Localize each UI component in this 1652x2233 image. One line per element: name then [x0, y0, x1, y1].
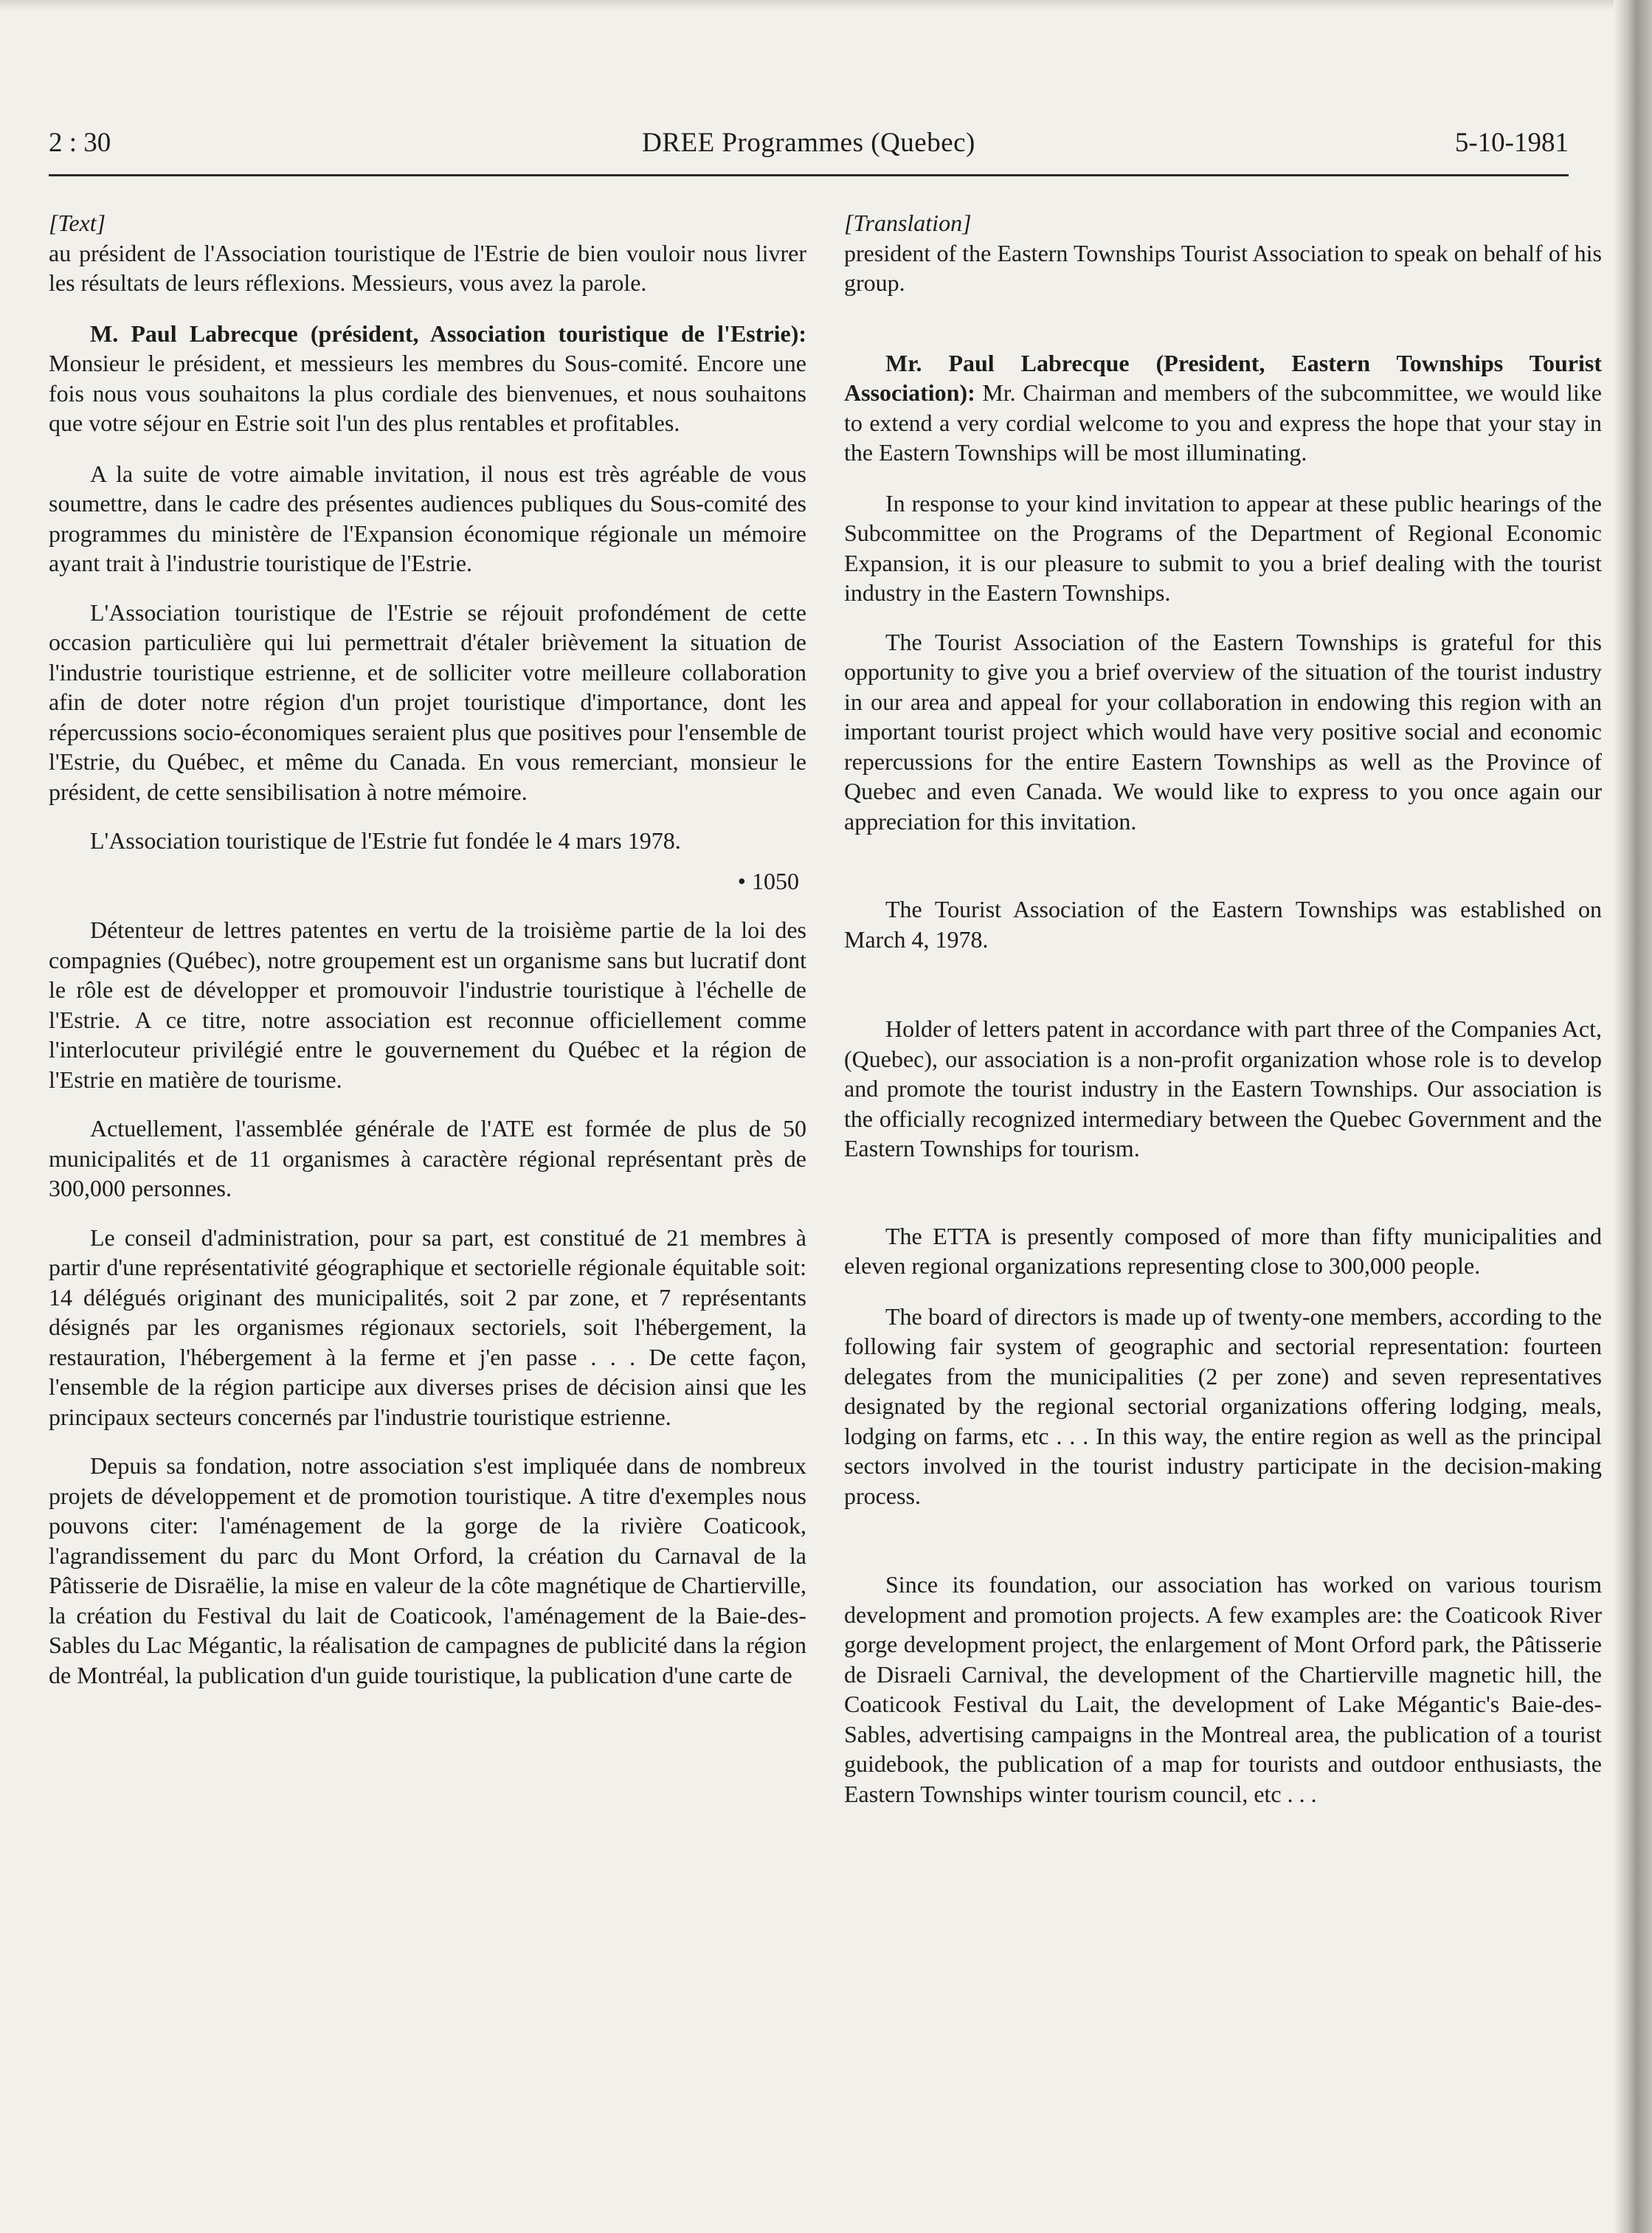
paragraph: A la suite de votre aimable invitation, il nous est très agréable de vous soumettre, dans le cadre des présentes audiences publiques du Sous-comité des programmes du ministère de l'Expansion économique régionale un mémoire ayant trait à l'industrie touristique de l'Estrie.	[49, 460, 806, 576]
translation-label: [Translation]	[844, 210, 972, 236]
paragraph: Holder of letters patent in accordance with part three of the Companies Act, (Quebec), our association is a non-profit organization whose role is to develop and promote the tourist industry in the Eastern Townships. Our association is the officially recognized intermediary between the Quebec Government and the Eastern Townships for tourism.	[844, 1015, 1602, 1162]
speaker-paragraph	[49, 319, 806, 438]
speaker-name: M. Paul Labrecque (président, Association touristique de l'Estrie):	[90, 320, 806, 347]
page-binding-edge	[1614, 0, 1652, 2233]
paragraph: Détenteur de lettres patentes en vertu de la troisième partie de la loi des compagnies (Québec), notre groupement est un organisme sans but lucratif dont le rôle est de développer et promouvoir l'industrie touristique à l'échelle de l'Estrie. A ce titre, notre association est reconnue officiellement comme l'interlocuteur privilégié entre le gouvernement du Québec et la région de l'Estrie en matière de tourisme.	[49, 917, 806, 1093]
running-title: DREE Programmes (Quebec)	[642, 128, 975, 158]
page-top-edge	[0, 0, 1652, 10]
english-column	[844, 208, 1602, 1809]
header-rule	[49, 174, 1569, 176]
paragraph: The Tourist Association of the Eastern Townships is grateful for this opportunity to give you a brief overview of the situation of the tourist industry in our area and appeal for your collaboration in endowing this region with an important tourist project which would have very positive social and economic repercussions for the entire Eastern Townships as well as the Province of Quebec and even Canada. We would like to express to you once again our appreciation for this invitation.	[844, 628, 1602, 835]
paragraph: au président de l'Association touristique de l'Estrie de bien vouloir nous livrer les résultats de leurs réflexions. Messieurs, vous avez la parole.	[49, 239, 806, 296]
speaker-text: Monsieur le président, et messieurs les membres du Sous-comité. Encore une fois nous vous souhaitons la plus cordiale des bienvenues, et nous souhaitons que votre séjour en Estrie soit l'un des plus rentables et profitables.	[49, 350, 806, 436]
paragraph: Le conseil d'administration, pour sa part, est constitué de 21 membres à partir d'une représentativité géographique et sectorielle régionale équitable soit: 14 délégués originant des municipalités, soit 2 par zone, et 7 représentants désignés par les organismes régionaux sectoriels, soit l'hébergement, la restauration, l'hébergement à la ferme et j'en passe . . . De cette façon, l'ensemble de la région participe aux diverses prises de décision ainsi que les principaux secteurs concernés par l'industrie touristique estrienne.	[49, 1224, 806, 1430]
paragraph: The Tourist Association of the Eastern Townships was established on March 4, 1978.	[844, 896, 1602, 953]
running-header	[49, 127, 1569, 171]
speaker-text: Mr. Chairman and members of the subcommittee, we would like to extend a very cordial welcome to you and express the hope that your stay in the Eastern Townships will be most illuminating.	[844, 379, 1602, 466]
paragraph: In response to your kind invitation to appear at these public hearings of the Subcommittee on the Programs of the Department of Regional Economic Expansion, it is our pleasure to submit to you a brief dealing with the tourist industry in the Eastern Townships.	[844, 489, 1602, 606]
paragraph: L'Association touristique de l'Estrie se réjouit profondément de cette occasion particulière qui lui permettrait d'étaler brièvement la situation de l'industrie touristique estrienne, et de solliciter votre meilleure collaboration afin de doter notre région d'un projet touristique d'importance, dont les répercussions socio-économiques seraient plus que positives pour l'ensemble de l'Estrie, du Québec, et même du Canada. En vous remerciant, monsieur le président, de cette sensibilisation à notre mémoire.	[49, 598, 806, 805]
french-column	[49, 208, 806, 1690]
paragraph: The ETTA is presently composed of more than fifty municipalities and eleven regional organizations representing close to 300,000 people.	[844, 1222, 1602, 1279]
paragraph: Since its foundation, our association has worked on various tourism development and promotion projects. A few examples are: the Coaticook River gorge development project, the enlargement of Mont Orford park, the Pâtisserie de Disraeli Carnival, the development of the Chartierville magnetic hill, the Coaticook Festival du Lait, the development of Lake Mégantic's Baie-des-Sables, advertising campaigns in the Montreal area, the publication of a tourist guidebook, the publication of a map for tourists and outdoor enthusiasts, the Eastern Townships winter tourism council, etc . . .	[844, 1571, 1602, 1807]
header-date: 5-10-1981	[1454, 128, 1569, 158]
paragraph: L'Association touristique de l'Estrie fut fondée le 4 mars 1978.	[90, 827, 681, 854]
timestamp-marker: • 1050	[737, 867, 799, 894]
paragraph: Actuellement, l'assemblée générale de l'ATE est formée de plus de 50 municipalités et de 11 organismes à caractère régional représentant près de 300,000 personnes.	[49, 1115, 806, 1201]
speaker-paragraph	[844, 348, 1602, 468]
paragraph: The board of directors is made up of twenty-one members, according to the following fair system of geographic and sectorial representation: fourteen delegates from the municipalities (2 per zone) and seven representatives designated by the regional sectorial organizations offering lodging, meals, lodging on farms, etc . . . In this way, the entire region as well as the principal sectors involved in the tourist industry participate in the decision-making process.	[844, 1302, 1602, 1509]
speaker-name: Mr. Paul Labrecque (President, Eastern Townships Tourist Association):	[844, 349, 1602, 406]
page-number: 2 : 30	[49, 128, 111, 158]
paragraph: president of the Eastern Townships Tourist Association to speak on behalf of his group.	[844, 239, 1602, 296]
text-label: [Text]	[49, 210, 106, 236]
paragraph: Depuis sa fondation, notre association s'est impliquée dans de nombreux projets de développement et de promotion touristique. A titre d'exemples nous pouvons citer: l'aménagement de la gorge de la rivière Coaticook, l'agrandissement du parc du Mont Orford, la création du Carnaval de la Pâtisserie de Disraëlie, la mise en valeur de la côte magnétique de Chartierville, la création du Festival du lait de Coaticook, l'aménagement de la Baie-des-Sables du Lac Mégantic, la réalisation de campagnes de publicité dans la région de Montréal, la publication d'un guide touristique, la publication d'une carte de	[49, 1452, 806, 1688]
